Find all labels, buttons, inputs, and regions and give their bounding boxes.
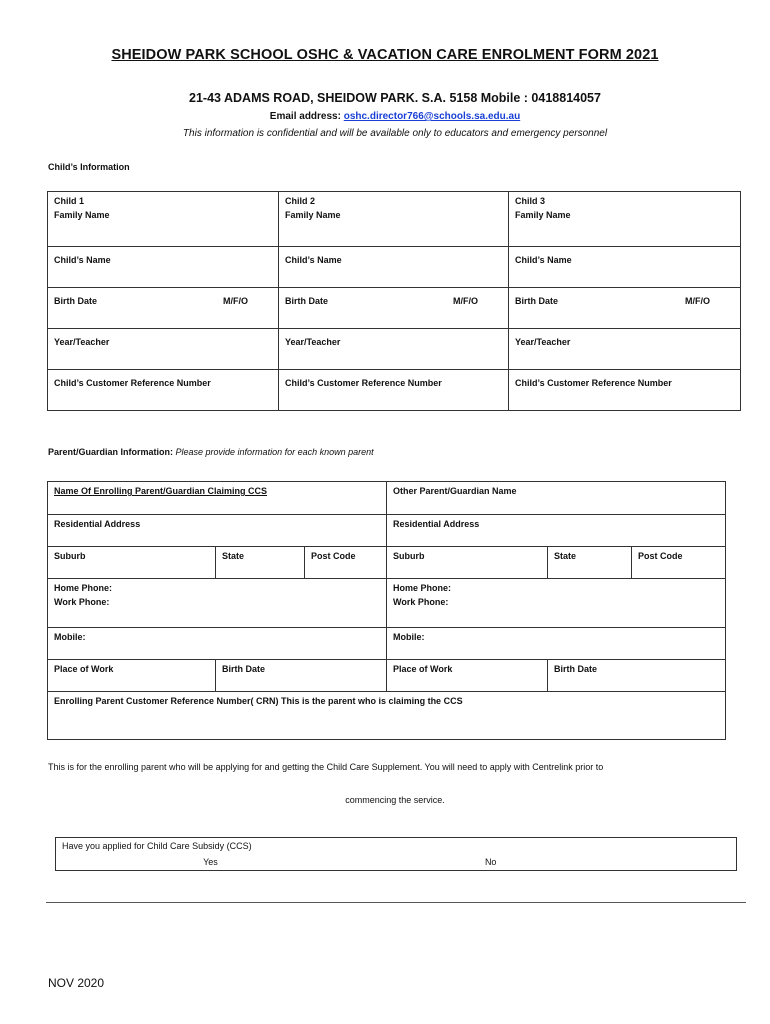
ccs-no-label: No — [484, 857, 497, 867]
other-postcode-label: Post Code — [638, 551, 683, 561]
other-parent-name-cell[interactable] — [387, 482, 726, 515]
child-2-year-cell[interactable] — [279, 329, 509, 370]
enrolling-home-phone-label: Home Phone: — [54, 583, 113, 593]
enrolling-work-place-cell[interactable] — [48, 660, 216, 692]
footer-divider — [46, 902, 746, 903]
enrolling-address-cell[interactable] — [48, 515, 387, 547]
enrolling-postcode-cell[interactable] — [305, 547, 387, 579]
child-3-family-label: Family Name — [515, 210, 571, 220]
child-3-heading: Child 3 — [515, 196, 546, 206]
child-2-name-label: Child’s Name — [285, 255, 342, 265]
child-1-birth-label: Birth Date — [54, 296, 98, 306]
child-2-birth-label: Birth Date — [285, 296, 329, 306]
child-2-crn-label: Child’s Customer Reference Number — [285, 378, 442, 388]
enrolling-work-place-label: Place of Work — [54, 664, 114, 674]
footer-date: NOV 2020 — [48, 976, 105, 990]
child-3-birth-cell[interactable] — [509, 288, 741, 329]
ccs-yes-label: Yes — [203, 857, 218, 867]
enrolling-postcode-label: Post Code — [311, 551, 356, 561]
child-1-crn-label: Child’s Customer Reference Number — [54, 378, 211, 388]
enrolling-suburb-label: Suburb — [54, 551, 86, 561]
other-birth-cell[interactable] — [548, 660, 726, 692]
enrolling-suburb-cell[interactable] — [48, 547, 216, 579]
email-line — [0, 111, 770, 122]
ccs-question: Have you applied for Child Care Subsidy (CCS) — [62, 841, 252, 851]
child-info-table — [47, 191, 741, 411]
enrolling-phone-cell[interactable] — [48, 579, 387, 628]
parent-section-note: Please provide information for each known parent — [175, 447, 374, 457]
other-work-phone-label: Work Phone: — [393, 597, 449, 607]
ccs-question-cell — [56, 838, 737, 855]
child-2-name-cell[interactable] — [279, 247, 509, 288]
other-suburb-cell[interactable] — [387, 547, 548, 579]
ccs-question-table — [55, 837, 737, 871]
email-link[interactable]: oshc.director766@schools.sa.edu.au — [343, 111, 521, 122]
child-2-heading: Child 2 — [285, 196, 316, 206]
form-title: SHEIDOW PARK SCHOOL OSHC & VACATION CARE ENROLMENT FORM 2021 — [111, 47, 659, 63]
other-state-cell[interactable] — [548, 547, 632, 579]
enrolling-mobile-cell[interactable] — [48, 628, 387, 660]
child-2-crn-cell[interactable] — [279, 370, 509, 411]
parent-info-table — [47, 481, 726, 740]
school-address: 21-43 ADAMS ROAD, SHEIDOW PARK. S.A. 5158 Mobile : 0418814057 — [189, 91, 601, 105]
child-1-birth-cell[interactable] — [48, 288, 279, 329]
child-1-crn-cell[interactable] — [48, 370, 279, 411]
confidential-note: This information is confidential and will be available only to educators and emergency personnel — [182, 128, 608, 139]
ccs-yes-option[interactable] — [56, 854, 365, 871]
child-3-year-label: Year/Teacher — [515, 337, 571, 347]
ccs-info-note: This is for the enrolling parent who will be applying for and getting the Child Care Supplement. You will need to apply with Centrelink prior to — [48, 762, 604, 772]
child-2-family-cell[interactable] — [279, 192, 509, 247]
child-3-name-label: Child’s Name — [515, 255, 572, 265]
other-postcode-cell[interactable] — [632, 547, 726, 579]
enrolling-work-phone-label: Work Phone: — [54, 597, 110, 607]
parent-section-label — [48, 447, 374, 457]
child-1-name-cell[interactable] — [48, 247, 279, 288]
child-1-heading: Child 1 — [54, 196, 85, 206]
other-parent-name-label: Other Parent/Guardian Name — [393, 486, 517, 496]
child-2-birth-cell[interactable] — [279, 288, 509, 329]
enrolling-address-label: Residential Address — [54, 519, 141, 529]
enrolling-birth-label: Birth Date — [222, 664, 266, 674]
child-1-name-label: Child’s Name — [54, 255, 111, 265]
enrolling-birth-cell[interactable] — [216, 660, 387, 692]
child-1-mf-label: M/F/O — [223, 296, 248, 306]
enrolling-mobile-label: Mobile: — [54, 632, 86, 642]
other-mobile-cell[interactable] — [387, 628, 726, 660]
child-1-year-cell[interactable] — [48, 329, 279, 370]
child-3-name-cell[interactable] — [509, 247, 741, 288]
other-work-place-cell[interactable] — [387, 660, 548, 692]
ccs-no-option[interactable] — [365, 854, 737, 871]
ccs-info-note-continued: commencing the service. — [345, 795, 445, 805]
child-1-family-label: Family Name — [54, 210, 110, 220]
enrolling-parent-name-cell[interactable] — [48, 482, 387, 515]
child-3-family-cell[interactable] — [509, 192, 741, 247]
child-3-year-cell[interactable] — [509, 329, 741, 370]
child-2-family-label: Family Name — [285, 210, 341, 220]
enrolling-crn-cell[interactable] — [48, 692, 726, 740]
child-2-mf-label: M/F/O — [453, 296, 478, 306]
enrolling-parent-name-label: Name Of Enrolling Parent/Guardian Claiming CCS — [54, 486, 268, 496]
enrolling-state-cell[interactable] — [216, 547, 305, 579]
other-birth-label: Birth Date — [554, 664, 598, 674]
enrolling-state-label: State — [222, 551, 245, 561]
child-3-crn-cell[interactable] — [509, 370, 741, 411]
other-suburb-label: Suburb — [393, 551, 425, 561]
child-2-year-label: Year/Teacher — [285, 337, 341, 347]
child-3-crn-label: Child’s Customer Reference Number — [515, 378, 672, 388]
child-3-birth-label: Birth Date — [515, 296, 559, 306]
other-address-cell[interactable] — [387, 515, 726, 547]
other-work-place-label: Place of Work — [393, 664, 453, 674]
child-3-mf-label: M/F/O — [685, 296, 710, 306]
other-address-label: Residential Address — [393, 519, 480, 529]
parent-section-title: Parent/Guardian Information: — [48, 447, 176, 457]
other-state-label: State — [554, 551, 577, 561]
enrolling-crn-label: Enrolling Parent Customer Reference Number( CRN) This is the parent who is claiming the CCS — [54, 696, 463, 706]
child-section-label: Child’s Information — [48, 162, 130, 172]
other-mobile-label: Mobile: — [393, 632, 425, 642]
other-phone-cell[interactable] — [387, 579, 726, 628]
child-1-year-label: Year/Teacher — [54, 337, 110, 347]
email-label: Email address: — [269, 111, 344, 122]
other-home-phone-label: Home Phone: — [393, 583, 452, 593]
child-1-family-cell[interactable] — [48, 192, 279, 247]
